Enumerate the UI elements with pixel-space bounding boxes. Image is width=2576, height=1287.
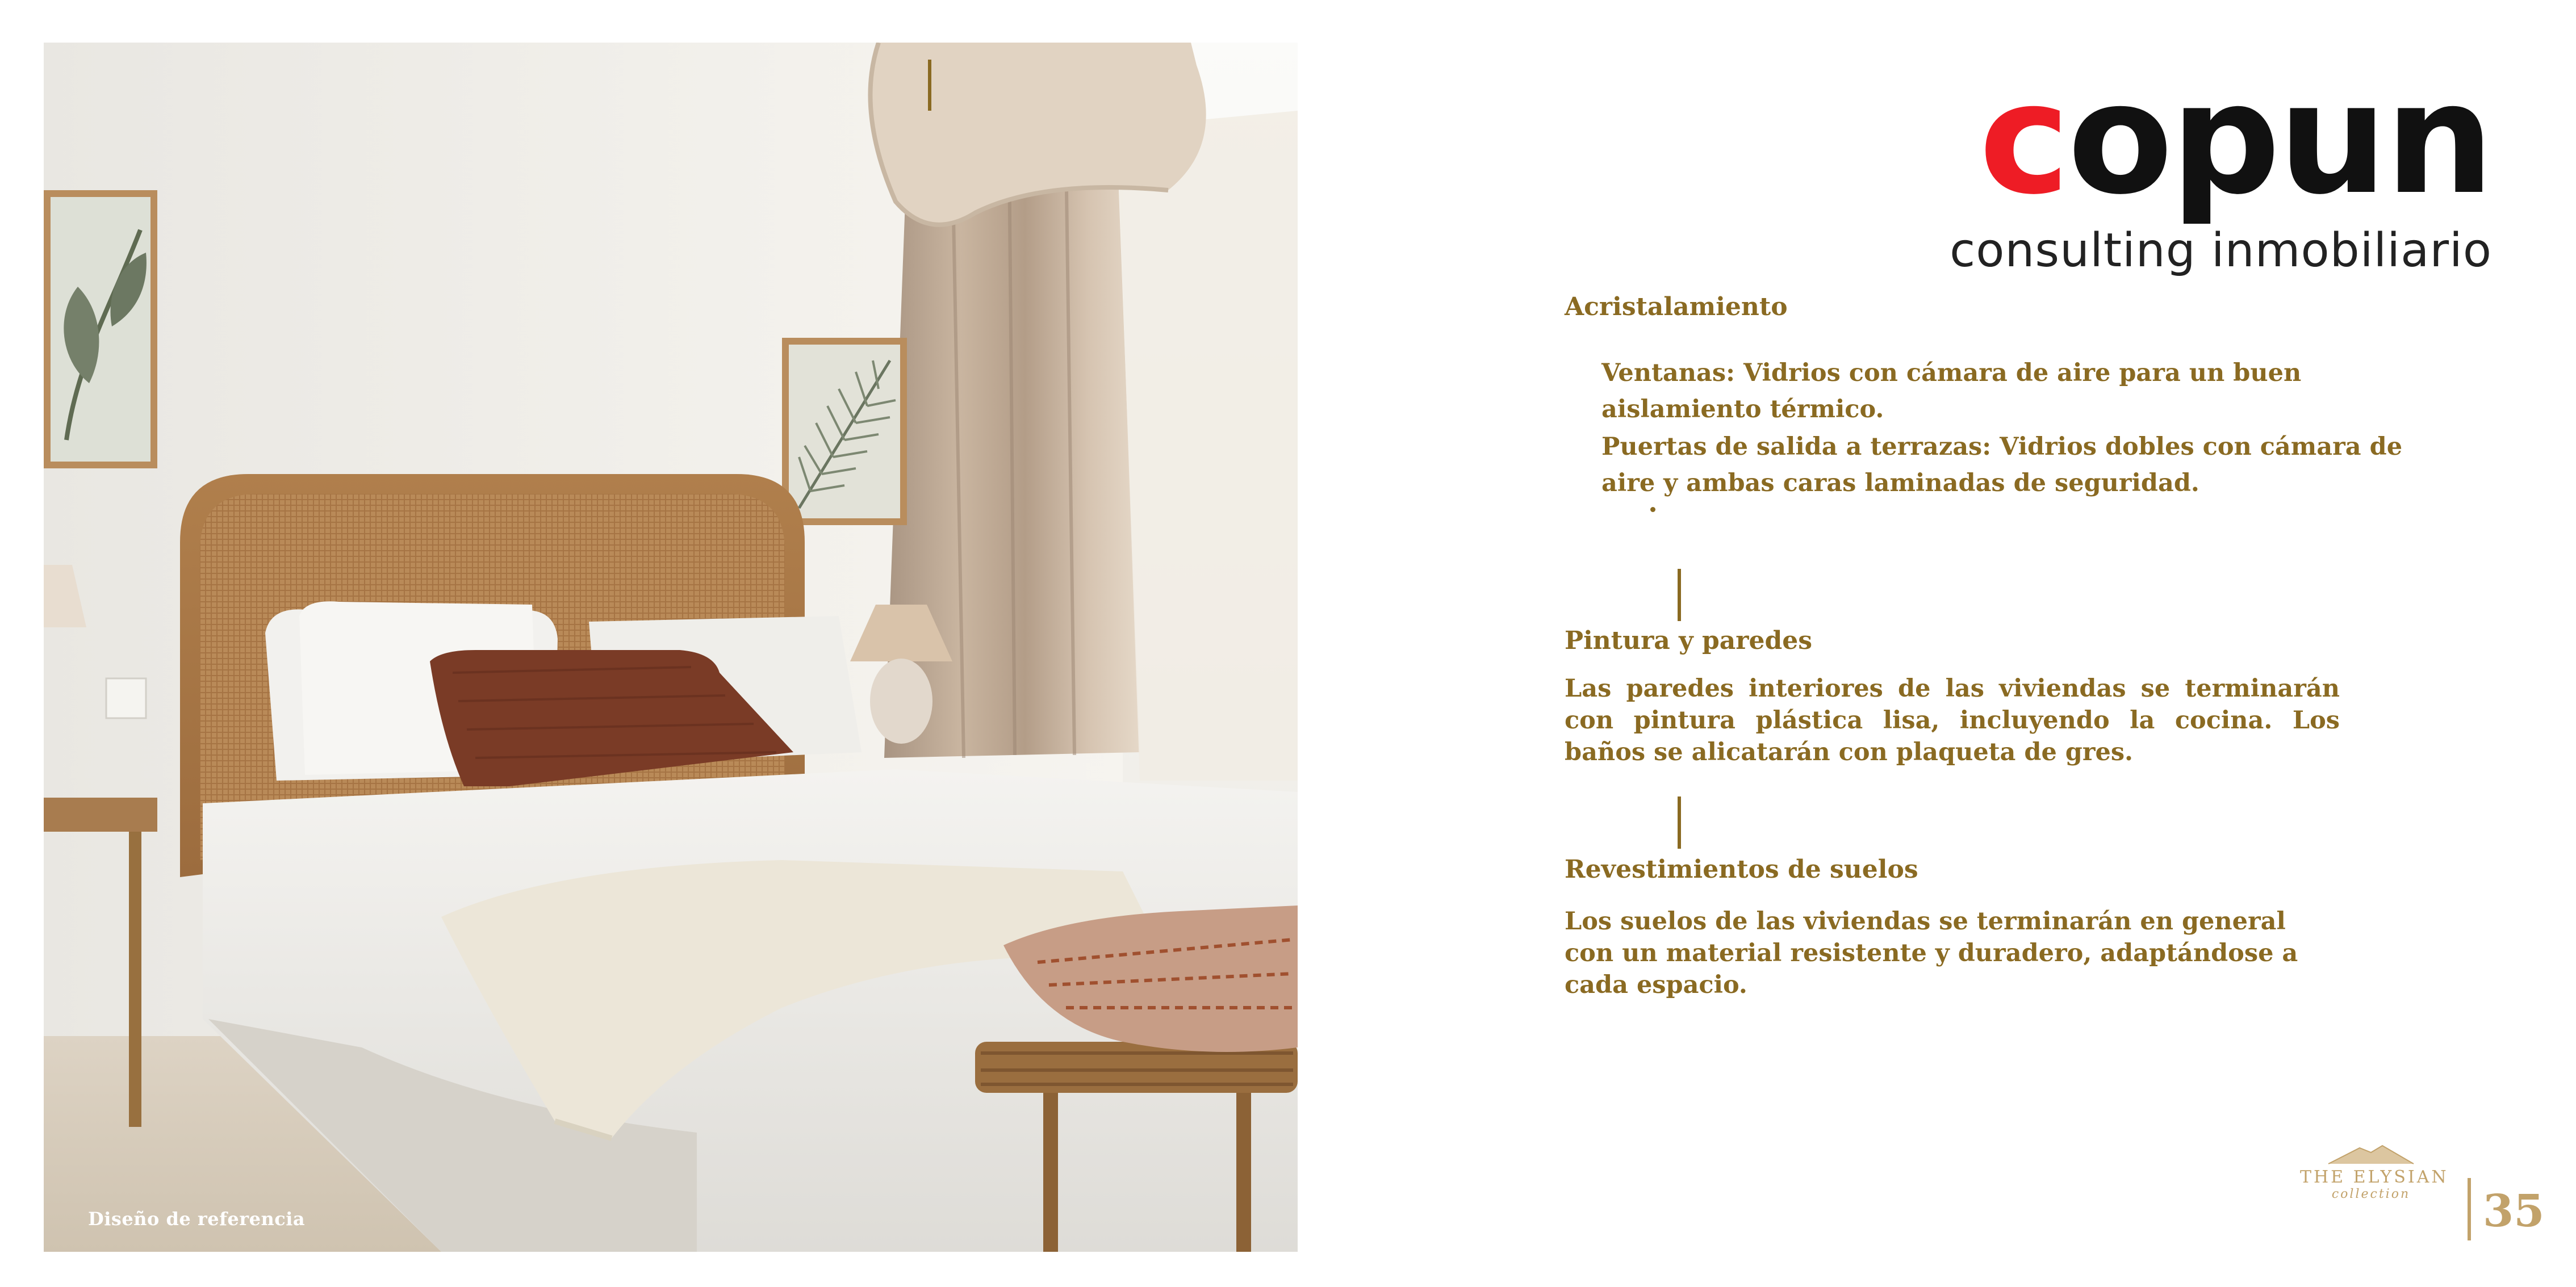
paint-text: Las paredes interiores de las viviendas se terminarán con pintura plástica lisa, incluyendo la cocina. Los baños se alicatarán con plaqueta de gres.: [1565, 674, 2340, 766]
section-divider: [1678, 796, 1681, 849]
logo-accent-letter: c: [1979, 49, 2068, 228]
copun-logo: [1950, 49, 2492, 278]
section-title-floors: Revestimientos de suelos: [1565, 855, 1918, 884]
bullet-dot: [1650, 507, 1655, 512]
page-number: 35: [2483, 1185, 2545, 1237]
section-title-paint: Pintura y paredes: [1565, 626, 1812, 655]
logo-subtitle: consulting inmobiliario: [1950, 224, 2492, 278]
mountain-icon: [2326, 1142, 2416, 1165]
glazing-windows-text: Ventanas: Vidrios con cámara de aire para un buen aislamiento térmico.: [1601, 359, 2302, 424]
photo-caption: Diseño de referencia: [88, 1208, 306, 1230]
elysian-brand-logo: [2300, 1142, 2449, 1201]
floors-text: Los suelos de las viviendas se terminarán en general con un material resistente y duradero, adaptándose a cada espacio.: [1565, 907, 2298, 999]
glazing-doors-text: Puertas de salida a terrazas: Vidrios dobles con cámara de aire y ambas caras laminadas de seguridad.: [1601, 433, 2403, 497]
bedroom-photo: [44, 43, 1298, 1252]
section-title-glazing: Acristalamiento: [1565, 292, 1788, 321]
brand-name: THE ELYSIAN: [2300, 1167, 2449, 1187]
section-divider: [1678, 569, 1681, 621]
logo-wordmark: [1950, 49, 2492, 228]
brand-script: collection: [2331, 1187, 2411, 1201]
page-number-bar: [2468, 1178, 2471, 1240]
logo-rest-letters: opun: [2067, 49, 2492, 228]
